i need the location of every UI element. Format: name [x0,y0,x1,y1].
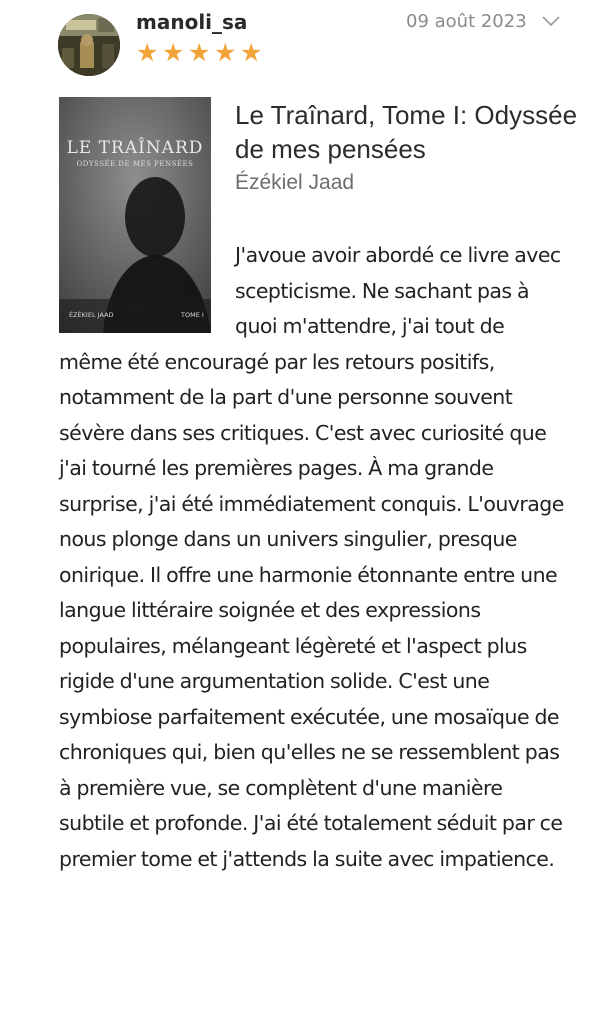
star-icon: ★ [188,38,211,67]
username[interactable]: manoli_sa [136,10,248,34]
avatar[interactable] [58,14,120,76]
cover-title: LE TRAÎNARD [66,138,204,158]
star-rating [136,40,265,65]
book-title[interactable]: Le Traînard, Tome I: Odyssée de mes pensées [235,100,578,164]
cover-spacer [59,238,235,338]
review-header [0,0,615,90]
star-icon: ★ [214,38,237,67]
star-icon: ★ [240,38,263,67]
star-icon: ★ [162,38,185,67]
cover-tome: TOME I [181,311,204,319]
cover-author: ÉZÉKIEL JAAD [69,311,114,319]
star-icon: ★ [136,38,159,67]
chevron-down-icon[interactable] [541,13,561,27]
review-text-block [59,238,571,877]
review-text: J'avoue avoir abordé ce livre avec scepticisme. Ne sachant pas à quoi m'attendre, j'ai tout de même été encouragé par les retours positifs, notamment de la part d'une personne souvent sévère dans ses critiques. C'est avec curiosité que j'ai tourné les premières pages. À ma grande surprise, j'ai été immédiatement conquis. L'ouvrage nous plonge dans un univers singulier, presque onirique. Il offre une harmonie étonnante entre une langue littéraire soignée et des expressions populaires, mélangeant légèreté et l'aspect plus rigide d'une argumentation solide. C'est une symbiose parfaitement exécutée, une mosaïque de chroniques qui, bien qu'elles ne se ressemblent pas à première vue, se complètent d'une manière subtile et profonde. J'ai été totalement séduit par ce premier tome et j'attends la suite avec impatience. [59,243,564,871]
book-author[interactable]: Ézékiel Jaad [235,171,355,194]
cover-subtitle: ODYSSÉE DE MES PENSÉES [76,160,194,168]
review-date: 09 août 2023 [406,11,527,32]
